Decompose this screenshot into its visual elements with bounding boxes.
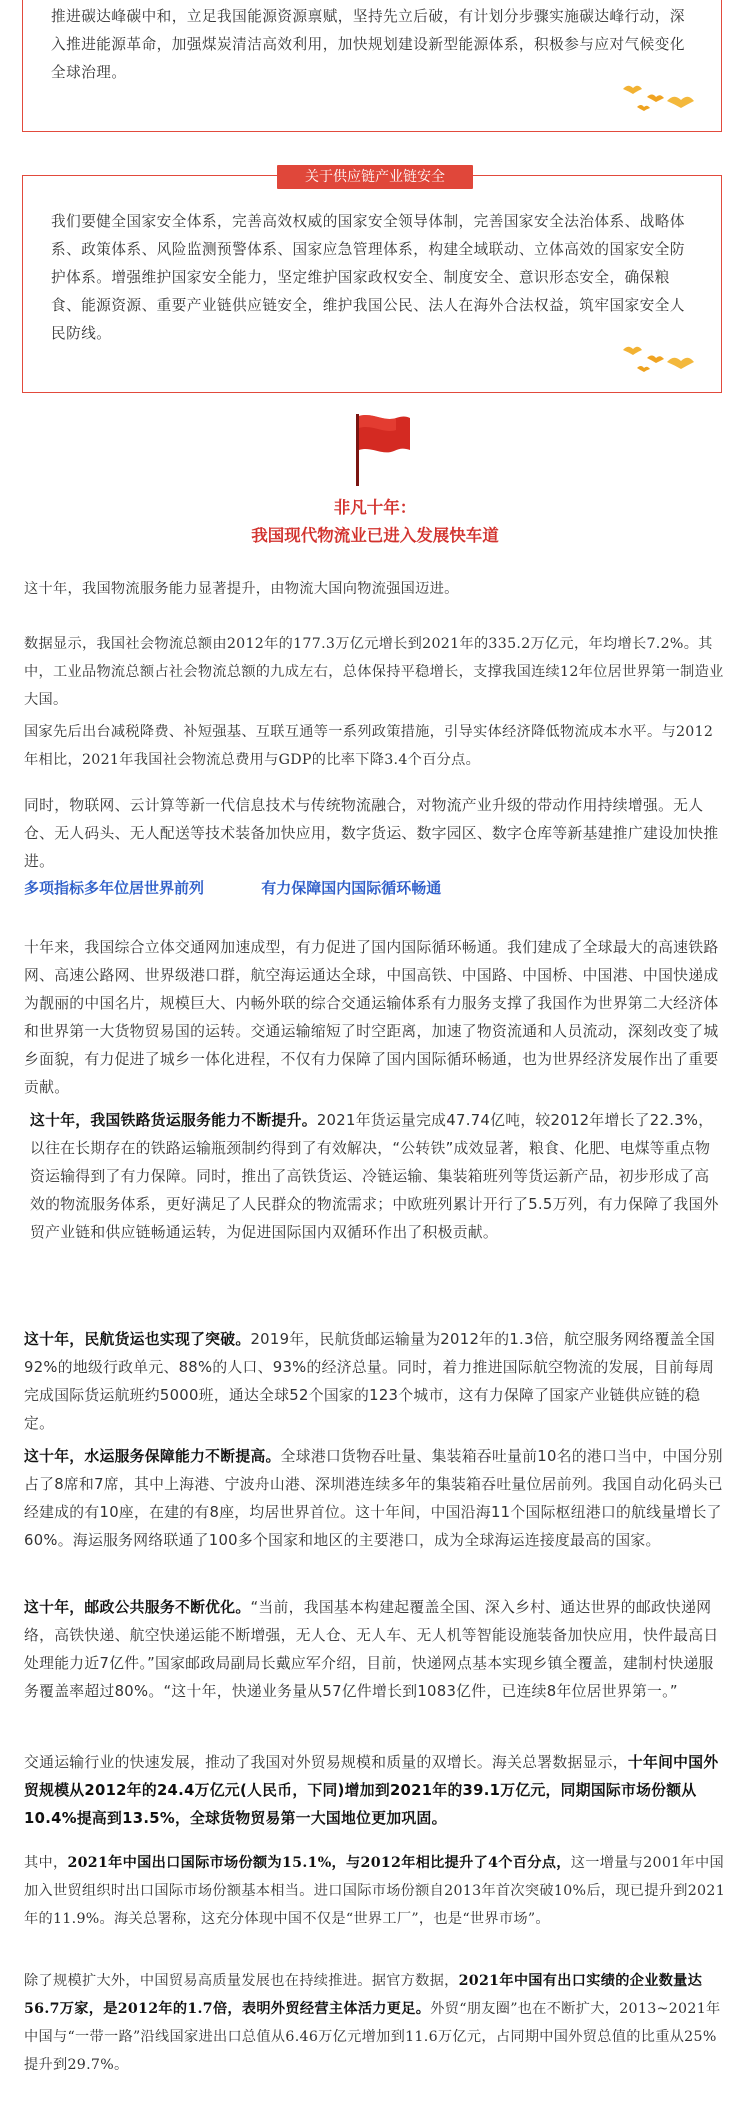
trade-scale-lead: 交通运输行业的快速发展，推动了我国对外贸易规模和质量的双增长。海关总署数据显示， <box>24 1754 628 1771</box>
red-flag-icon <box>350 410 414 490</box>
export-share-lead: 其中， <box>24 1855 68 1871</box>
supply-chain-text: 我们要健全国家安全体系，完善高效权威的国家安全领导体制，完善国家安全法治体系、战略体系、政策体系、风险监测预警体系、国家应急管理体系，构建全域联动、立体高效的国家安全防护体系。增强维护国家安全能力，坚定维护国家政权安全、制度安全、意识形态安全，确保粮食、能源资源、重要产业链供应链安全，维护我国公民、法人在海外合法权益，筑牢国家安全人民防线。 <box>51 213 685 342</box>
air-paragraph <box>24 1326 726 1438</box>
air-body: 2019年，民航货邮运输量为2012年的1.3倍，航空服务网络覆盖全国92%的地级行政单元、88%的人口、93%的经济总量。同时，着力推进国际航空物流的发展，目前每周完成国际货运航班约5000班，通达全球52个国家的123个城市，这有力保障了国家产业链供应链的稳定。 <box>24 1331 715 1432</box>
logistics-total-paragraph: 数据显示，我国社会物流总额由2012年的177.3万亿元增长到2021年的335.2万亿元，年均增长7.2%。其中，工业品物流总额占社会物流总额的九成左右，总体保持平稳增长，支撑我国连续12年位居世界第一制造业大国。 <box>24 636 724 708</box>
subheadings <box>24 876 724 900</box>
cost-paragraph: 国家先后出台减税降费、补短强基、互联互通等一系列政策措施，引导实体经济降低物流成本水平。与2012年相比，2021年我国社会物流总费用与GDP的比率下降3.4个百分点。 <box>24 724 714 768</box>
export-share-body: 这一增量与2001年中国加入世贸组织时出口国际市场份额基本相当。进口国际市场份额自2013年首次突破10%后，现已提升到2021年的11.9%。海关总署称，这充分体现中国不仅是“世界工厂”，也是“世界市场”。 <box>24 1855 726 1927</box>
trade-quality-paragraph <box>24 1967 726 2079</box>
trade-scale-bold: 十年间中国外贸规模从2012年的24.4万亿元(人民币，下同)增加到2021年的39.1万亿元，同期国际市场份额从10.4%提高到13.5%，全球货物贸易第一大国地位更加巩固。 <box>24 1754 719 1827</box>
transport-network-paragraph: 十年来，我国综合立体交通网加速成型，有力促进了国内国际循环畅通。我们建成了全球最大的高速铁路网、高速公路网、世界级港口群，航空海运通达全球，中国高铁、中国路、中国桥、中国港、中国快递成为靓丽的中国名片，规模巨大、内畅外联的综合交通运输体系有力服务支撑了我国作为世界第二大经济体和世界第一大货物贸易国的运转。交通运输缩短了时空距离，加速了物资流通和人员流动，深刻改变了城乡面貌，有力促进了城乡一体化进程，不仅有力保障了国内国际循环畅通，也为世界经济发展作出了重要贡献。 <box>24 939 719 1096</box>
air-lead: 这十年，民航货运也实现了突破。 <box>24 1331 251 1348</box>
post-lead: 这十年，邮政公共服务不断优化。 <box>24 1599 251 1616</box>
supply-chain-box <box>22 169 722 393</box>
export-share-paragraph <box>24 1849 726 1933</box>
section-title-line1: 非凡十年： <box>333 498 417 517</box>
supply-chain-tag: 关于供应链产业链安全 <box>277 165 473 189</box>
flying-birds-icon <box>617 344 703 378</box>
trade-quality-body: 外贸“朋友圈”也在不断扩大，2013~2021年中国与“一带一路”沿线国家进出口总值从6.46万亿元增加到11.6万亿元，占同期中国外贸总值的比重从25%提升到29.7%。 <box>24 2001 721 2073</box>
water-body: 全球港口货物吞吐量、集装箱吞吐量前10名的港口当中，中国分别占了8席和7席，其中上海港、宁波舟山港、深圳港连续多年的集装箱吞吐量位居前列。我国自动化码头已经建成的有10座，在建的有8座，均居世界首位。这十年间，中国沿海11个国际枢纽港口的航线量增长了60%。海运服务网络联通了100多个国家和地区的主要港口，成为全球海运连接度最高的国家。 <box>24 1448 723 1549</box>
carbon-peak-text: 推进碳达峰碳中和，立足我国能源资源禀赋，坚持先立后破，有计划分步骤实施碳达峰行动，深入推进能源革命，加强煤炭清洁高效利用，加快规划建设新型能源体系，积极参与应对气候变化全球治理。 <box>51 8 685 81</box>
water-paragraph <box>24 1443 726 1555</box>
water-lead: 这十年，水运服务保障能力不断提高。 <box>24 1448 281 1465</box>
flying-birds-icon <box>617 83 703 117</box>
technology-paragraph: 同时，物联网、云计算等新一代信息技术与传统物流融合，对物流产业升级的带动作用持续增强。无人仓、无人码头、无人配送等技术装备加快应用，数字货运、数字园区、数字仓库等新基建推广建设加快推进。 <box>24 797 719 870</box>
export-share-bold: 2021年中国出口国际市场份额为15.1%，与2012年相比提升了4个百分点， <box>67 1855 571 1871</box>
post-paragraph <box>24 1594 726 1706</box>
trade-scale-paragraph <box>24 1749 726 1833</box>
subheading-circulation: 有力保障国内国际循环畅通 <box>261 879 442 897</box>
rail-lead: 这十年，我国铁路货运服务能力不断提升。 <box>30 1112 317 1129</box>
intro-paragraph: 这十年，我国物流服务能力显著提升，由物流大国向物流强国迈进。 <box>24 581 459 597</box>
rail-body: 2021年货运量完成47.74亿吨，较2012年增长了22.3%，以往在长期存在的铁路运输瓶颈制约得到了有效解决，“公转铁”成效显著，粮食、化肥、电煤等重点物资运输得到了有力保障。同时，推出了高铁货运、冷链运输、集装箱班列等货运新产品，初步形成了高效的物流服务体系，更好满足了人民群众的物流需求；中欧班列累计开行了5.5万列，有力保障了我国外贸产业链和供应链畅通运转，为促进国际国内双循环作出了积极贡献。 <box>30 1112 719 1241</box>
subheading-world-rank: 多项指标多年位居世界前列 <box>24 879 205 897</box>
rail-paragraph <box>30 1107 720 1247</box>
post-body: “当前，我国基本构建起覆盖全国、深入乡村、通达世界的邮政快递网络，高铁快递、航空快递运能不断增强，无人仓、无人车、无人机等智能设施装备加快应用，快件最高日处理能力近7亿件。”国家邮政局副局长戴应军介绍，目前，快递网点基本实现乡镇全覆盖，建制村快递服务覆盖率超过80%。“这十年，快递业务量从57亿件增长到1083亿件，已连续8年位居世界第一。” <box>24 1599 719 1700</box>
carbon-peak-box <box>22 0 722 132</box>
trade-quality-lead: 除了规模扩大外，中国贸易高质量发展也在持续推进。据官方数据， <box>24 1973 459 1989</box>
trade-quality-bold: 2021年中国有出口实绩的企业数量达56.7万家，是2012年的1.7倍，表明外贸经营主体活力更足。 <box>24 1973 703 2017</box>
section-title-line2: 我国现代物流业已进入发展快车道 <box>251 526 499 545</box>
